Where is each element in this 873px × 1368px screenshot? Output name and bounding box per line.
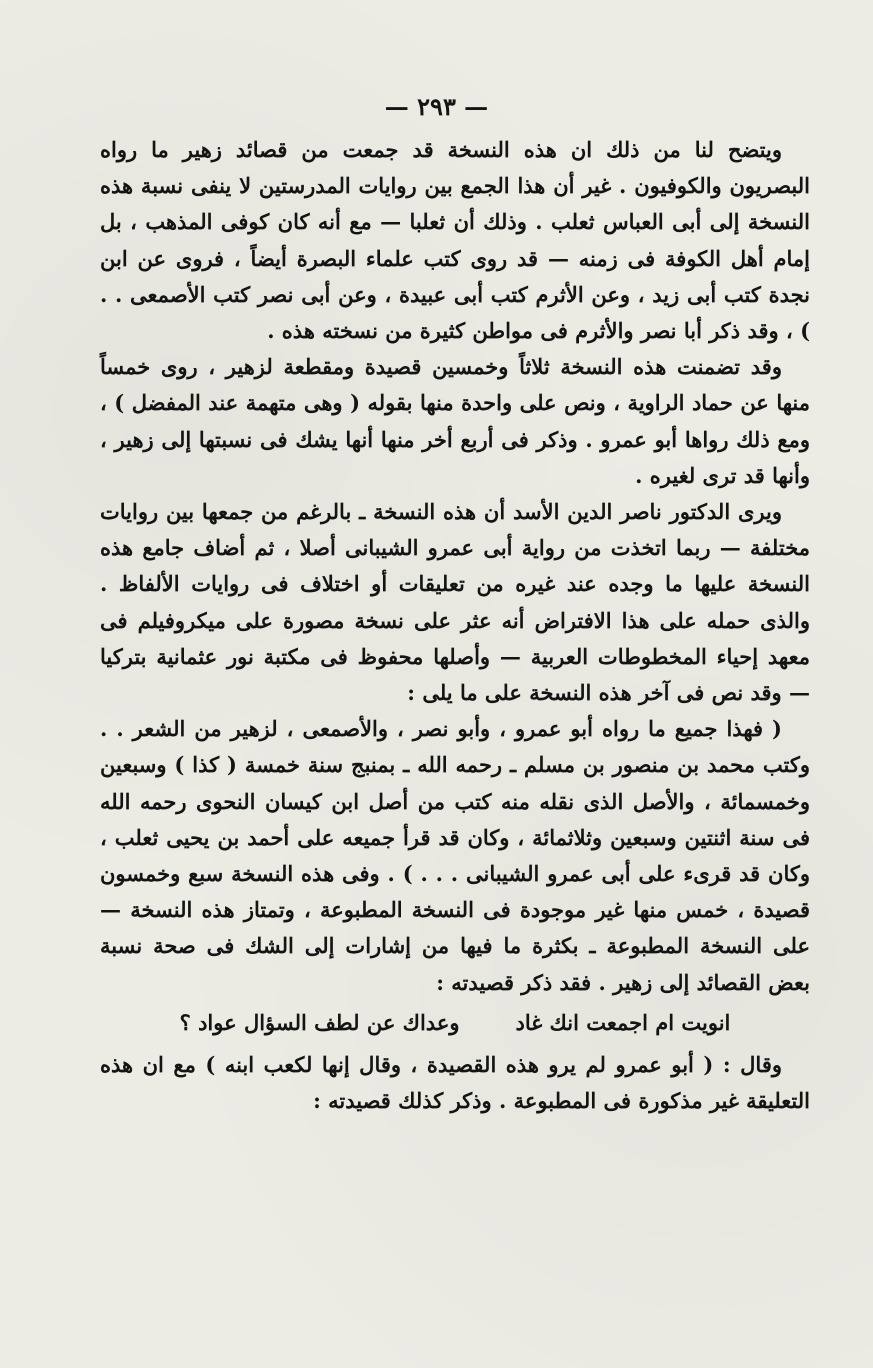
verse-first-hemistich: انويت ام اجمعت انك غاد [515, 1009, 731, 1035]
quoted-colophon-paragraph: ( فهذا جميع ما رواه أبو عمرو ، وأبو نصر ، والأصمعى ، لزهير من الشعر . . وكتب محمد بن منصور بن مسلم ـ رحمه الله ـ بمنبج سنة خمسة ( كذا ) وسبعين وخمسمائة ، والأصل الذى نقله منه كتب من أصل ابن كيسان النحوى رحمه الله فى سنة اثنتين وسبعين وثلاثمائة ، وكان قد قرأ جميعه على أحمد بن يحيى ثعلب ، وكان قد قرىء على أبى عمرو الشيبانى . . . ) . وفى هذه النسخة سبع وخمسون قصيدة ، خمس منها غير موجودة فى النسخة المطبوعة ، وتمتاز هذه النسخة — على النسخة المطبوعة ـ بكثرة ما فيها من إشارات إلى الشك فى صحة نسبة بعض القصائد إلى زهير . فقد ذكر قصيدته : [100, 716, 810, 995]
body-text [100, 132, 810, 1119]
paragraph-1: ويتضح لنا من ذلك ان هذه النسخة قد جمعت من قصائد زهير ما رواه البصريون والكوفيون . غير أن هذا الجمع بين روايات المدرستين لا ينفى نسبة هذه النسخة إلى أبى العباس ثعلب . وذلك أن ثعلبا — مع أنه كان كوفى المذهب ، بل إمام أهل الكوفة فى زمنه — قد روى كتب علماء البصرة أيضاً ، فروى عن ابن نجدة كتب أبى زيد ، وعن الأثرم كتب أبى عبيدة ، وعن أبى نصر كتب الأصمعى . . ) ، وقد ذكر أبا نصر والأثرم فى مواطن كثيرة من نسخته هذه . [100, 137, 810, 344]
page-number: — ٢٩٣ — [384, 92, 489, 121]
paragraph-2: وقد تضمنت هذه النسخة ثلاثاً وخمسين قصيدة ومقطعة لزهير ، روى خمساً منها عن حماد الراوية ، ونص على واحدة منها بقوله ( وهى متهمة عند المفضل ) ، ومع ذلك رواها أبو عمرو . وذكر فى أربع أخر منها أنها يشك فى نسبتها إلى زهير ، وأنها قد ترى لغيره . [100, 354, 810, 488]
poem-verse [100, 1005, 810, 1041]
paragraph-3: ويرى الدكتور ناصر الدين الأسد أن هذه النسخة ـ بالرغم من جمعها بين روايات مختلفة — ربما اتخذت من رواية أبى عمرو الشيبانى أصلا ، ثم أضاف جامع هذه النسخة عليها ما وجده عند غيره من تعليقات أو اختلاف فى روايات الألفاظ . والذى حمله على هذا الافتراض أنه عثر على نسخة مصورة على ميكروفيلم فى معهد إحياء المخطوطات العربية — وأصلها محفوظ فى مكتبة نور عثمانية بتركيا — وقد نص فى آخر هذه النسخة على ما يلى : [100, 499, 810, 706]
closing-paragraph: وقال : ( أبو عمرو لم يرو هذه القصيدة ، وقال إنها لكعب ابنه ) مع ان هذه التعليقة غير مذكورة فى المطبوعة . وذكر كذلك قصيدته : [100, 1052, 810, 1114]
verse-second-hemistich: وعداك عن لطف السؤال عواد ؟ [179, 1009, 460, 1035]
